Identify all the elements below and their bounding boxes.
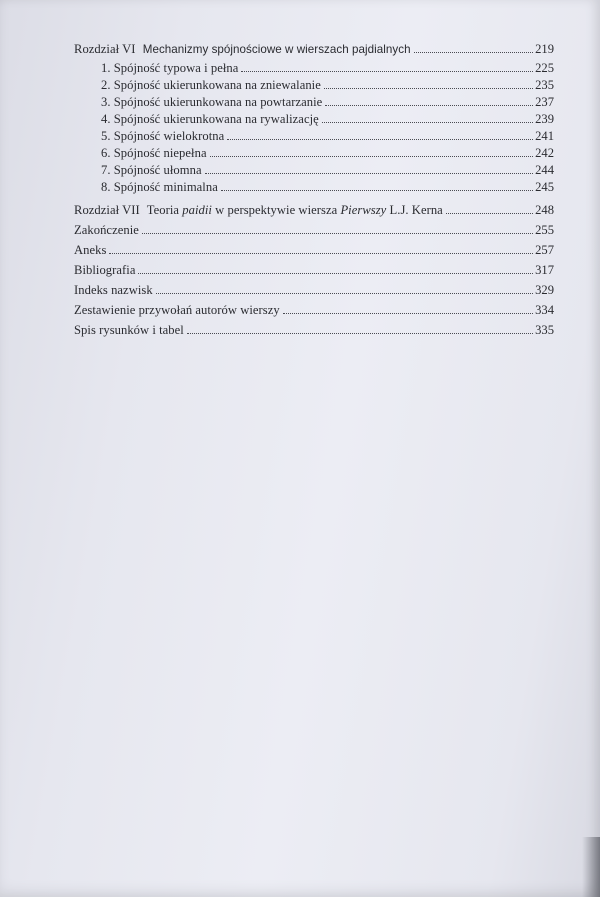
chapter-vi-heading (74, 42, 411, 57)
toc-section[interactable] (74, 146, 554, 163)
chapter-vii-heading (74, 203, 443, 218)
toc-section[interactable] (74, 61, 554, 78)
section-label: 6. Spójność niepełna (101, 146, 207, 160)
dot-leader (283, 312, 533, 314)
section-label: 2. Spójność ukierunkowana na zniewalanie (101, 78, 321, 92)
toc-section[interactable] (74, 112, 554, 129)
section-page: 237 (535, 95, 554, 109)
section-label: 3. Spójność ukierunkowana na powtarzanie (101, 95, 323, 109)
back-matter-label: Zestawienie przywołań autorów wierszy (74, 303, 280, 317)
dot-leader (227, 138, 533, 140)
toc-back-matter-item[interactable] (74, 303, 554, 323)
toc-section[interactable] (74, 129, 554, 146)
chapter-vii-title-italic2: Pierwszy (340, 203, 387, 217)
back-matter-label: Bibliografia (74, 263, 136, 277)
section-label: 4. Spójność ukierunkowana na rywalizację (101, 112, 319, 126)
toc-back-matter-item[interactable] (74, 243, 554, 263)
dot-leader (324, 87, 533, 89)
dot-leader (325, 104, 533, 106)
chapter-vii-title-part3: L.J. Kerna (389, 203, 443, 217)
section-label: 5. Spójność wielokrotna (101, 129, 225, 143)
dot-leader (322, 121, 533, 123)
toc-section[interactable] (74, 78, 554, 95)
back-matter-page: 255 (535, 223, 554, 237)
dot-leader (142, 232, 533, 234)
back-matter-label: Indeks nazwisk (74, 283, 153, 297)
dot-leader (138, 272, 533, 274)
back-matter-page: 334 (535, 303, 554, 317)
toc-chapter-vi[interactable] (74, 42, 554, 61)
section-page: 225 (535, 61, 554, 75)
chapter-vi-title: Mechanizmy spójnościowe w wierszach pajdialnych (142, 43, 411, 56)
dot-leader (446, 212, 533, 214)
dot-leader (241, 70, 533, 72)
section-page: 242 (535, 146, 554, 160)
back-matter-page: 257 (535, 243, 554, 257)
section-page: 241 (535, 129, 554, 143)
chapter-vi-page: 219 (535, 42, 554, 56)
dot-leader (156, 292, 533, 294)
dot-leader (221, 189, 533, 191)
chapter-vii-title-part1: Teoria (146, 203, 180, 217)
section-label: 8. Spójność minimalna (101, 180, 218, 194)
toc-section[interactable] (74, 95, 554, 112)
toc-back-matter-item[interactable] (74, 263, 554, 283)
chapter-vii-title-italic1: paidii (182, 203, 212, 217)
table-of-contents (74, 42, 554, 343)
back-matter-label: Zakończenie (74, 223, 139, 237)
back-matter-page: 317 (535, 263, 554, 277)
chapter-vii-label: Rozdział VII (74, 203, 140, 217)
dot-leader (210, 155, 534, 157)
dot-leader (205, 172, 534, 174)
toc-section[interactable] (74, 180, 554, 197)
dot-leader (187, 332, 533, 334)
dot-leader (109, 252, 533, 254)
toc-back-matter-item[interactable] (74, 283, 554, 303)
section-page: 239 (535, 112, 554, 126)
back-matter-label: Aneks (74, 243, 107, 257)
toc-chapter-vii[interactable] (74, 203, 554, 223)
back-matter-page: 335 (535, 323, 554, 337)
chapter-vii-page: 248 (535, 203, 554, 217)
page-shadow (582, 837, 600, 897)
back-matter-label: Spis rysunków i tabel (74, 323, 184, 337)
toc-back-matter-item[interactable] (74, 323, 554, 343)
section-page: 245 (535, 180, 554, 194)
back-matter-page: 329 (535, 283, 554, 297)
toc-section[interactable] (74, 163, 554, 180)
chapter-vi-label: Rozdział VI (74, 42, 136, 56)
section-label: 1. Spójność typowa i pełna (101, 61, 239, 75)
dot-leader (414, 51, 534, 53)
section-label: 7. Spójność ułomna (101, 163, 202, 177)
section-page: 235 (535, 78, 554, 92)
chapter-vii-title-part2: w perspektywie wiersza (215, 203, 338, 217)
section-page: 244 (535, 163, 554, 177)
toc-back-matter-item[interactable] (74, 223, 554, 243)
